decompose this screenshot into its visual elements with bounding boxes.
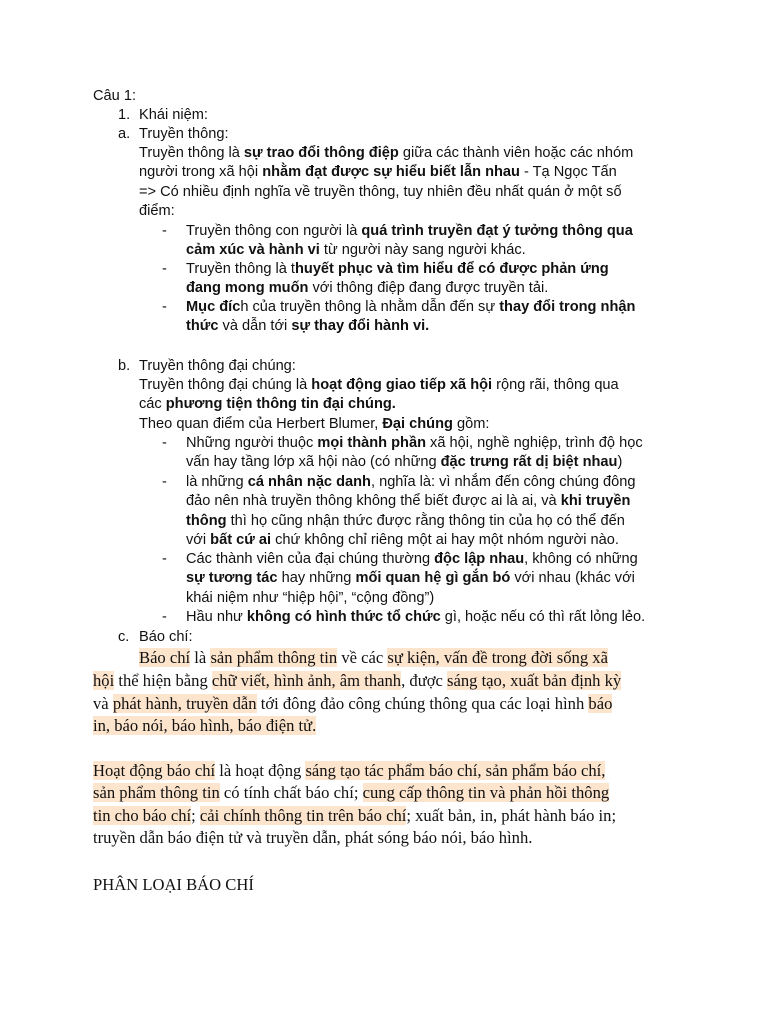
highlighted-text: báo xyxy=(588,694,613,713)
bold-text: hoạt động giao tiếp xã hội xyxy=(311,377,493,393)
text-run: với nhau (khác với xyxy=(510,570,635,587)
section-letter-a: a. xyxy=(118,126,131,142)
paragraph-line xyxy=(93,670,621,692)
bullet-line xyxy=(186,279,548,298)
paragraph-line xyxy=(93,760,605,782)
bold-text: Đại chúng xyxy=(382,415,453,432)
bullet-line xyxy=(186,589,434,608)
paragraph-line xyxy=(93,805,616,827)
bold-text: thức xyxy=(186,318,219,335)
highlighted-text: sáng tạo tác phẩm báo chí, sản phẩm báo chí, xyxy=(305,761,606,780)
bullet-line xyxy=(186,608,645,627)
bold-text: phương tiện thông tin đại chúng. xyxy=(165,396,396,413)
bold-text: huyết phục và tìm hiểu để có được phản ứng xyxy=(294,261,609,277)
item-label: Khái niệm: xyxy=(139,107,208,123)
text-run: => Có nhiều định nghĩa về truyền thông, tuy nhiên đều nhất quán ở một số xyxy=(139,183,622,200)
section-letter-c: c. xyxy=(118,629,130,645)
text-run: ) xyxy=(617,454,623,471)
text-run: người trong xã hội xyxy=(139,164,263,181)
text-run: gồm: xyxy=(452,415,490,432)
question-heading: Câu 1: xyxy=(93,88,136,104)
text-run: thì họ cũng nhận thức được rằng thông tin của họ có thể đến xyxy=(226,512,625,529)
bullet-dash: - xyxy=(162,474,167,490)
highlighted-text: sản phẩm thông tin xyxy=(93,783,220,802)
bold-text: thông xyxy=(186,512,227,529)
highlighted-text: sự kiện, vấn đề trong đời sống xã xyxy=(387,648,608,667)
text-run: các xyxy=(139,396,166,413)
section-title-b: Truyền thông đại chúng: xyxy=(139,358,296,374)
text-run: , không có những xyxy=(524,551,638,567)
text-run: với thông điệp đang được truyền tải. xyxy=(308,280,549,297)
bullet-line xyxy=(186,531,619,550)
text-run: là xyxy=(190,648,211,667)
text-run: xã hội, nghề nghiệp, trình độ học xyxy=(425,435,643,451)
bullet-line xyxy=(186,473,635,492)
classification-heading: PHÂN LOẠI BÁO CHÍ xyxy=(93,875,254,894)
paragraph-line xyxy=(93,782,609,804)
text-run: về các xyxy=(337,648,388,667)
bullet-dash: - xyxy=(162,223,167,239)
bold-text: mối quan hệ gì gắn bó xyxy=(355,570,511,587)
bold-text: sự thay đổi hành vi. xyxy=(291,318,430,335)
bold-text: cá nhân nặc danh xyxy=(247,474,371,490)
bold-text: bất cứ ai xyxy=(210,532,272,549)
highlighted-text: tin cho báo chí xyxy=(93,806,192,825)
bold-text: mọi thành phần xyxy=(317,435,426,451)
bold-text: đặc trưng rất dị biệt nhau xyxy=(440,454,618,471)
bullet-dash: - xyxy=(162,609,167,625)
highlighted-text: sáng tạo, xuất bản định kỳ xyxy=(447,671,622,690)
bullet-dash: - xyxy=(162,299,167,315)
body-line xyxy=(139,144,633,163)
text-run: đảo nên nhà truyền thông không thể biết được ai là ai, và xyxy=(186,493,561,510)
bullet-line xyxy=(186,298,635,317)
paragraph-line xyxy=(93,715,316,737)
highlighted-text: cải chính thông tin trên báo chí xyxy=(199,806,407,825)
bold-text: không có hình thức tổ chức xyxy=(246,609,441,625)
text-run: là hoạt động xyxy=(215,761,306,780)
text-run: truyền dẫn báo điện tử và truyền dẫn, phát sóng báo nói, báo hình. xyxy=(93,828,533,847)
text-run: và dẫn tới xyxy=(218,318,292,335)
bullet-line xyxy=(186,492,630,511)
highlighted-text: Báo chí xyxy=(139,648,191,667)
body-line xyxy=(139,376,619,395)
paragraph-line xyxy=(93,827,532,849)
body-line xyxy=(139,163,617,182)
section-title-c: Báo chí: xyxy=(139,629,193,645)
highlighted-text: cung cấp thông tin và phản hồi thông xyxy=(362,783,610,802)
text-run: Truyền thông đại chúng là xyxy=(139,377,312,393)
body-line xyxy=(139,395,396,414)
highlighted-text: in, báo nói, báo hình, báo điện tử. xyxy=(93,716,317,735)
text-run: , được xyxy=(401,671,447,690)
text-run: rộng rãi, thông qua xyxy=(492,377,619,393)
body-line xyxy=(139,202,175,221)
body-line xyxy=(139,183,622,202)
bold-text: cảm xúc và hành vi xyxy=(186,242,320,259)
bullet-dash: - xyxy=(162,551,167,567)
bullet-line xyxy=(186,260,609,279)
text-run: vấn hay tầng lớp xã hội nào (có những xyxy=(186,454,441,471)
text-run: - Tạ Ngọc Tấn xyxy=(519,164,617,181)
text-run: có tính chất báo chí; xyxy=(219,783,363,802)
text-run: h của truyền thông là nhằm dẫn đến sự xyxy=(240,299,500,315)
text-run: và xyxy=(93,694,113,713)
paragraph-line xyxy=(139,647,608,669)
bullet-line xyxy=(186,317,429,336)
text-run: Những người thuộc xyxy=(186,435,318,451)
section-letter-b: b. xyxy=(118,358,131,374)
bullet-line xyxy=(186,241,526,260)
text-run: , nghĩa là: vì nhắm đến công chúng đông xyxy=(370,474,636,490)
section-title-a: Truyền thông: xyxy=(139,126,229,142)
highlighted-text: phát hành, truyền dẫn xyxy=(112,694,257,713)
bullet-line xyxy=(186,512,625,531)
paragraph-line xyxy=(93,693,612,715)
bold-text: đang mong muốn xyxy=(186,280,309,297)
bold-text: Mục đíc xyxy=(186,299,241,315)
bullet-line xyxy=(186,434,643,453)
bold-text: khi truyền xyxy=(560,493,631,510)
highlighted-text: sản phẩm thông tin xyxy=(210,648,338,667)
text-run: từ người này sang người khác. xyxy=(319,242,526,259)
highlighted-text: Hoạt động báo chí xyxy=(93,761,216,780)
text-run: chứ không chỉ riêng một ai hay một nhóm người nào. xyxy=(271,532,619,549)
text-run: hay những xyxy=(277,570,356,587)
bold-text: quá trình truyền đạt ý tưởng thông qua xyxy=(361,223,633,239)
highlighted-text: chữ viết, hình ảnh, âm thanh xyxy=(211,671,402,690)
item-number: 1. xyxy=(118,107,131,123)
text-run: tới đông đảo công chúng thông qua các loại hình xyxy=(256,694,589,713)
highlighted-text: hội xyxy=(93,671,115,690)
text-run: giữa các thành viên hoặc các nhóm xyxy=(398,145,634,161)
bullet-line xyxy=(186,453,622,472)
text-run: ; xuất bản, in, phát hành báo in; xyxy=(406,806,617,825)
text-run: Truyền thông là t xyxy=(186,261,295,277)
bold-text: sự tương tác xyxy=(186,570,278,587)
text-run: Truyền thông con người là xyxy=(186,223,362,239)
bold-text: thay đổi trong nhận xyxy=(499,299,636,315)
bullet-dash: - xyxy=(162,261,167,277)
text-run: Truyền thông là xyxy=(139,145,244,161)
bullet-line xyxy=(186,550,638,569)
text-run: là những xyxy=(186,474,248,490)
text-run: thể hiện bằng xyxy=(114,671,212,690)
bold-text: độc lập nhau xyxy=(434,551,525,567)
text-run: khái niệm như “hiệp hội”, “cộng đồng”) xyxy=(186,589,435,606)
body-line xyxy=(139,415,489,434)
bold-text: sự trao đổi thông điệp xyxy=(243,145,399,161)
bullet-dash: - xyxy=(162,435,167,451)
text-run: Theo quan điểm của Herbert Blumer, xyxy=(139,415,383,432)
text-run: gì, hoặc nếu có thì rất lỏng lẻo. xyxy=(440,609,646,625)
text-run: với xyxy=(186,532,211,549)
text-run: ; xyxy=(191,806,200,825)
text-run: Các thành viên của đại chúng thường xyxy=(186,551,435,567)
text-run: điểm: xyxy=(139,203,175,220)
bold-text: nhằm đạt được sự hiểu biết lẫn nhau xyxy=(262,164,520,181)
text-run: Hầu như xyxy=(186,609,247,625)
bullet-line xyxy=(186,569,635,588)
bullet-line xyxy=(186,222,633,241)
